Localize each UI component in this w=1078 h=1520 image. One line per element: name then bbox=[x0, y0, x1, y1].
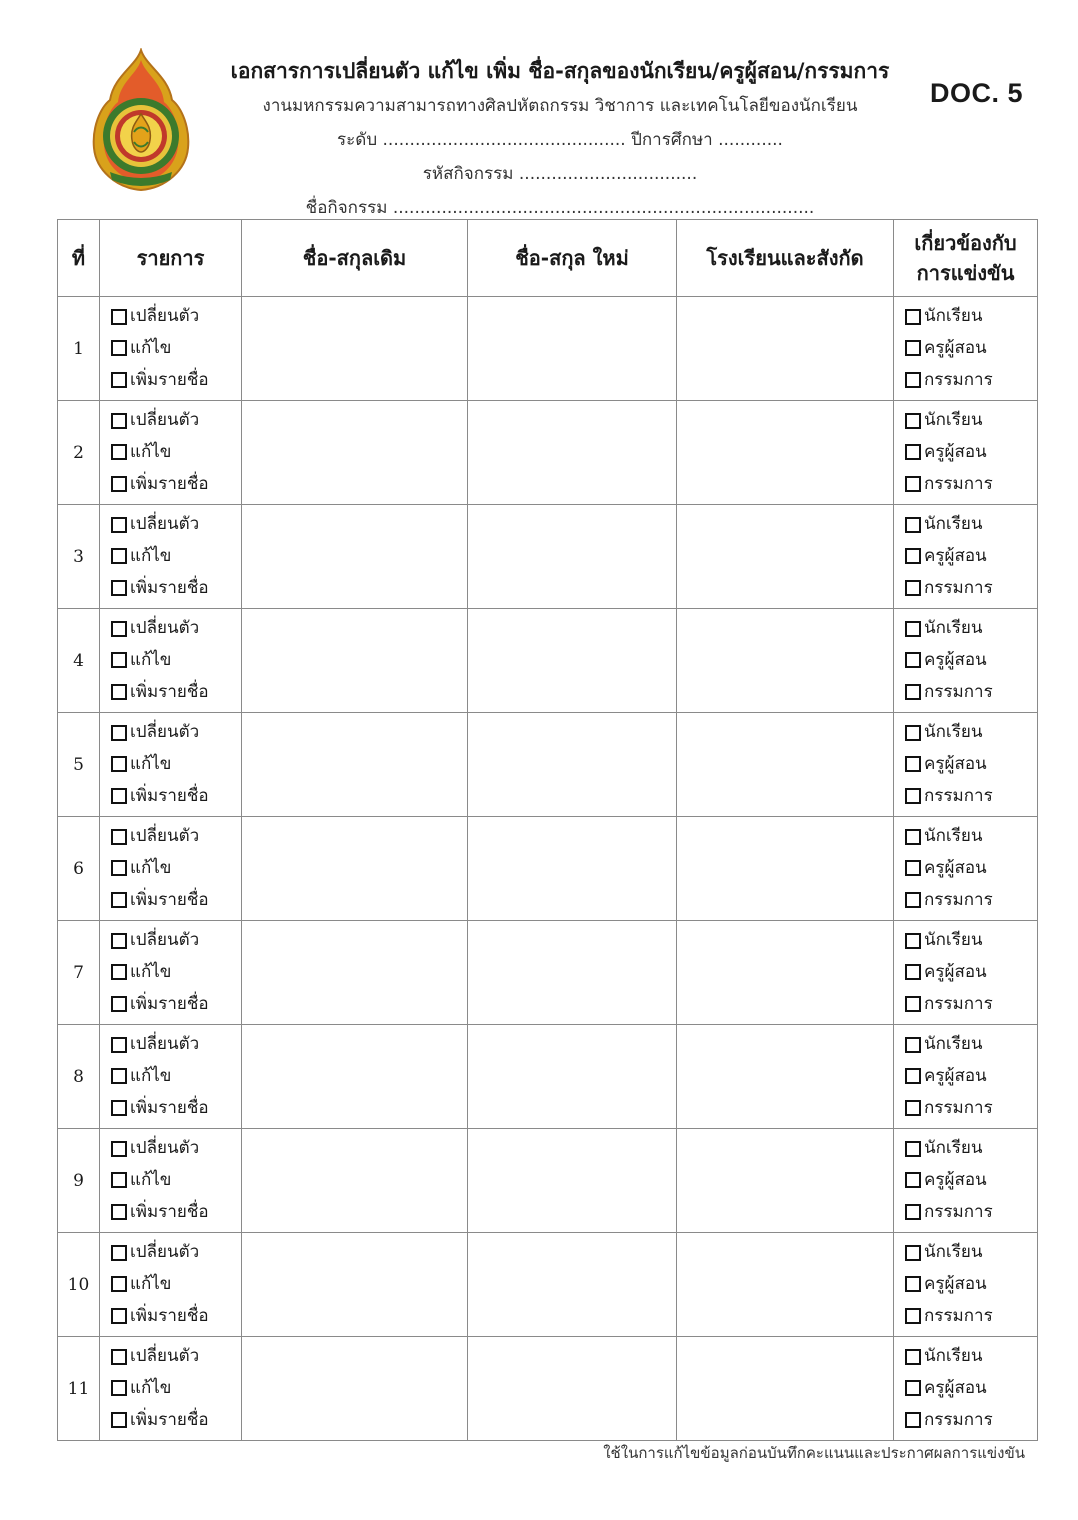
role-option-student[interactable] bbox=[905, 1244, 1037, 1261]
action-option-add-name[interactable] bbox=[111, 1097, 241, 1118]
role-option-student[interactable] bbox=[905, 412, 1037, 429]
role-options-cell bbox=[894, 817, 1038, 921]
role-option-committee[interactable] bbox=[905, 889, 1037, 910]
option-label: แก้ไข bbox=[130, 1065, 172, 1086]
document-code: DOC. 5 bbox=[930, 78, 1024, 108]
old-name-cell[interactable] bbox=[242, 1337, 468, 1441]
table-row bbox=[58, 401, 1038, 505]
role-option-teacher[interactable] bbox=[905, 857, 1037, 878]
checkbox-icon[interactable] bbox=[111, 756, 127, 772]
checkbox-icon[interactable] bbox=[111, 517, 127, 533]
new-name-cell[interactable] bbox=[468, 505, 677, 609]
action-option-change[interactable] bbox=[111, 412, 241, 429]
role-option-committee[interactable] bbox=[905, 473, 1037, 494]
role-option-committee[interactable] bbox=[905, 1409, 1037, 1430]
table-row bbox=[58, 1025, 1038, 1129]
table-row bbox=[58, 609, 1038, 713]
action-option-change[interactable] bbox=[111, 516, 241, 533]
action-option-add-name[interactable] bbox=[111, 577, 241, 598]
change-request-table bbox=[57, 219, 1038, 1441]
role-options-cell bbox=[894, 1233, 1038, 1337]
checkbox-icon[interactable] bbox=[111, 829, 127, 845]
action-options-cell bbox=[100, 713, 242, 817]
action-option-add-name[interactable] bbox=[111, 473, 241, 494]
option-label: เปลี่ยนตัว bbox=[130, 1034, 200, 1055]
new-name-cell[interactable] bbox=[468, 609, 677, 713]
row-number: 1 bbox=[58, 297, 100, 401]
checkbox-icon[interactable] bbox=[905, 621, 921, 637]
action-options-cell bbox=[100, 921, 242, 1025]
school-cell[interactable] bbox=[677, 1025, 894, 1129]
row-number: 11 bbox=[58, 1337, 100, 1441]
option-label: เพิ่มรายชื่อ bbox=[130, 577, 209, 598]
option-label: ครูผู้สอน bbox=[924, 1273, 987, 1294]
role-options-cell bbox=[894, 297, 1038, 401]
action-option-change[interactable] bbox=[111, 1244, 241, 1261]
role-option-student[interactable] bbox=[905, 724, 1037, 741]
option-label: ครูผู้สอน bbox=[924, 961, 987, 982]
option-label: นักเรียน bbox=[924, 514, 983, 535]
role-option-student[interactable] bbox=[905, 1348, 1037, 1365]
option-label: ครูผู้สอน bbox=[924, 337, 987, 358]
old-name-cell[interactable] bbox=[242, 1129, 468, 1233]
row-number: 9 bbox=[58, 1129, 100, 1233]
action-options-cell bbox=[100, 817, 242, 921]
checkbox-icon[interactable] bbox=[111, 1380, 127, 1396]
action-option-add-name[interactable] bbox=[111, 889, 241, 910]
checkbox-icon[interactable] bbox=[905, 1204, 921, 1220]
role-options-cell bbox=[894, 1025, 1038, 1129]
option-label: เพิ่มรายชื่อ bbox=[130, 369, 209, 390]
option-label: นักเรียน bbox=[924, 1034, 983, 1055]
checkbox-icon[interactable] bbox=[111, 933, 127, 949]
option-label: กรรมการ bbox=[924, 473, 993, 494]
checkbox-icon[interactable] bbox=[111, 1204, 127, 1220]
option-label: กรรมการ bbox=[924, 993, 993, 1014]
checkbox-icon[interactable] bbox=[905, 1037, 921, 1053]
option-label: กรรมการ bbox=[924, 577, 993, 598]
old-name-cell[interactable] bbox=[242, 401, 468, 505]
role-option-committee[interactable] bbox=[905, 1305, 1037, 1326]
header-competition-role: เกี่ยวข้องกับ การแข่งขัน bbox=[894, 220, 1038, 297]
option-label: เพิ่มรายชื่อ bbox=[130, 1409, 209, 1430]
role-option-teacher[interactable] bbox=[905, 441, 1037, 462]
checkbox-icon[interactable] bbox=[111, 964, 127, 980]
checkbox-icon[interactable] bbox=[111, 892, 127, 908]
role-option-teacher[interactable] bbox=[905, 1377, 1037, 1398]
checkbox-icon[interactable] bbox=[905, 1276, 921, 1292]
action-option-edit[interactable] bbox=[111, 1169, 241, 1190]
document-title: เอกสารการเปลี่ยนตัว แก้ไข เพิ่ม ชื่อ-สกุลของนักเรียน/ครูผู้สอน/กรรมการ bbox=[230, 59, 890, 83]
checkbox-icon[interactable] bbox=[111, 652, 127, 668]
option-label: กรรมการ bbox=[924, 681, 993, 702]
school-cell[interactable] bbox=[677, 713, 894, 817]
checkbox-icon[interactable] bbox=[905, 413, 921, 429]
action-option-edit[interactable] bbox=[111, 1065, 241, 1086]
option-label: เปลี่ยนตัว bbox=[130, 1138, 200, 1159]
school-cell[interactable] bbox=[677, 609, 894, 713]
role-option-committee[interactable] bbox=[905, 1201, 1037, 1222]
checkbox-icon[interactable] bbox=[905, 684, 921, 700]
row-number: 3 bbox=[58, 505, 100, 609]
old-name-cell[interactable] bbox=[242, 297, 468, 401]
action-option-edit[interactable] bbox=[111, 961, 241, 982]
action-options-cell bbox=[100, 1025, 242, 1129]
option-label: นักเรียน bbox=[924, 410, 983, 431]
checkbox-icon[interactable] bbox=[111, 413, 127, 429]
checkbox-icon[interactable] bbox=[111, 621, 127, 637]
role-option-teacher[interactable] bbox=[905, 649, 1037, 670]
option-label: แก้ไข bbox=[130, 441, 172, 462]
role-option-teacher[interactable] bbox=[905, 1169, 1037, 1190]
checkbox-icon[interactable] bbox=[905, 1380, 921, 1396]
option-label: นักเรียน bbox=[924, 1242, 983, 1263]
action-options-cell bbox=[100, 297, 242, 401]
new-name-cell[interactable] bbox=[468, 921, 677, 1025]
table-row bbox=[58, 297, 1038, 401]
checkbox-icon[interactable] bbox=[905, 548, 921, 564]
checkbox-icon[interactable] bbox=[111, 548, 127, 564]
school-cell[interactable] bbox=[677, 297, 894, 401]
checkbox-icon[interactable] bbox=[905, 444, 921, 460]
old-name-cell[interactable] bbox=[242, 921, 468, 1025]
role-option-student[interactable] bbox=[905, 620, 1037, 637]
option-label: ครูผู้สอน bbox=[924, 441, 987, 462]
table-row bbox=[58, 1337, 1038, 1441]
old-name-cell[interactable] bbox=[242, 505, 468, 609]
action-option-edit[interactable] bbox=[111, 1273, 241, 1294]
option-label: เปลี่ยนตัว bbox=[130, 1242, 200, 1263]
option-label: เปลี่ยนตัว bbox=[130, 306, 200, 327]
new-name-cell[interactable] bbox=[468, 713, 677, 817]
event-name: งานมหกรรมความสามารถทางศิลปหัตถกรรม วิชาการ และเทคโนโลยีของนักเรียน bbox=[262, 96, 858, 116]
row-number: 7 bbox=[58, 921, 100, 1025]
option-label: นักเรียน bbox=[924, 722, 983, 743]
role-option-committee[interactable] bbox=[905, 993, 1037, 1014]
role-option-teacher[interactable] bbox=[905, 545, 1037, 566]
option-label: ครูผู้สอน bbox=[924, 545, 987, 566]
role-options-cell bbox=[894, 609, 1038, 713]
checkbox-icon[interactable] bbox=[111, 1068, 127, 1084]
checkbox-icon[interactable] bbox=[111, 444, 127, 460]
checkbox-icon[interactable] bbox=[905, 1068, 921, 1084]
checkbox-icon[interactable] bbox=[905, 1349, 921, 1365]
role-option-teacher[interactable] bbox=[905, 961, 1037, 982]
checkbox-icon[interactable] bbox=[111, 1349, 127, 1365]
action-options-cell bbox=[100, 505, 242, 609]
action-option-add-name[interactable] bbox=[111, 1201, 241, 1222]
role-option-student[interactable] bbox=[905, 516, 1037, 533]
role-options-cell bbox=[894, 713, 1038, 817]
option-label: แก้ไข bbox=[130, 337, 172, 358]
checkbox-icon[interactable] bbox=[905, 340, 921, 356]
action-option-change[interactable] bbox=[111, 1140, 241, 1157]
option-label: เปลี่ยนตัว bbox=[130, 514, 200, 535]
option-label: แก้ไข bbox=[130, 649, 172, 670]
action-option-change[interactable] bbox=[111, 620, 241, 637]
option-label: กรรมการ bbox=[924, 1201, 993, 1222]
checkbox-icon[interactable] bbox=[905, 1172, 921, 1188]
action-option-edit[interactable] bbox=[111, 857, 241, 878]
option-label: เพิ่มรายชื่อ bbox=[130, 1305, 209, 1326]
action-option-add-name[interactable] bbox=[111, 993, 241, 1014]
checkbox-icon[interactable] bbox=[111, 372, 127, 388]
option-label: กรรมการ bbox=[924, 369, 993, 390]
option-label: นักเรียน bbox=[924, 1138, 983, 1159]
checkbox-icon[interactable] bbox=[111, 1276, 127, 1292]
checkbox-icon[interactable] bbox=[905, 933, 921, 949]
checkbox-icon[interactable] bbox=[905, 580, 921, 596]
action-option-add-name[interactable] bbox=[111, 681, 241, 702]
checkbox-icon[interactable] bbox=[905, 1412, 921, 1428]
new-name-cell[interactable] bbox=[468, 1337, 677, 1441]
checkbox-icon[interactable] bbox=[111, 1141, 127, 1157]
action-options-cell bbox=[100, 401, 242, 505]
checkbox-icon[interactable] bbox=[905, 1245, 921, 1261]
action-option-add-name[interactable] bbox=[111, 1409, 241, 1430]
option-label: ครูผู้สอน bbox=[924, 857, 987, 878]
school-cell[interactable] bbox=[677, 817, 894, 921]
checkbox-icon[interactable] bbox=[905, 725, 921, 741]
option-label: เพิ่มรายชื่อ bbox=[130, 1201, 209, 1222]
option-label: ครูผู้สอน bbox=[924, 649, 987, 670]
action-options-cell bbox=[100, 1129, 242, 1233]
action-option-change[interactable] bbox=[111, 1348, 241, 1365]
checkbox-icon[interactable] bbox=[111, 580, 127, 596]
table-row bbox=[58, 1233, 1038, 1337]
checkbox-icon[interactable] bbox=[111, 1037, 127, 1053]
option-label: เพิ่มรายชื่อ bbox=[130, 473, 209, 494]
action-option-edit[interactable] bbox=[111, 337, 241, 358]
checkbox-icon[interactable] bbox=[905, 1100, 921, 1116]
checkbox-icon[interactable] bbox=[905, 309, 921, 325]
new-name-cell[interactable] bbox=[468, 297, 677, 401]
header-school: โรงเรียนและสังกัด bbox=[677, 220, 894, 297]
checkbox-icon[interactable] bbox=[905, 476, 921, 492]
school-cell[interactable] bbox=[677, 1129, 894, 1233]
row-number: 10 bbox=[58, 1233, 100, 1337]
action-option-change[interactable] bbox=[111, 828, 241, 845]
option-label: เปลี่ยนตัว bbox=[130, 826, 200, 847]
role-option-student[interactable] bbox=[905, 308, 1037, 325]
checkbox-icon[interactable] bbox=[111, 860, 127, 876]
checkbox-icon[interactable] bbox=[905, 1141, 921, 1157]
option-label: แก้ไข bbox=[130, 1169, 172, 1190]
checkbox-icon[interactable] bbox=[905, 756, 921, 772]
level-academic-year-line: ระดับ ............................................. ปีการศึกษา ............ bbox=[337, 130, 783, 150]
option-label: เปลี่ยนตัว bbox=[130, 930, 200, 951]
action-option-change[interactable] bbox=[111, 932, 241, 949]
role-options-cell bbox=[894, 1337, 1038, 1441]
row-number: 4 bbox=[58, 609, 100, 713]
option-label: เพิ่มรายชื่อ bbox=[130, 681, 209, 702]
new-name-cell[interactable] bbox=[468, 817, 677, 921]
school-cell[interactable] bbox=[677, 1337, 894, 1441]
old-name-cell[interactable] bbox=[242, 817, 468, 921]
role-options-cell bbox=[894, 401, 1038, 505]
option-label: นักเรียน bbox=[924, 930, 983, 951]
role-option-teacher[interactable] bbox=[905, 753, 1037, 774]
checkbox-icon[interactable] bbox=[111, 684, 127, 700]
checkbox-icon[interactable] bbox=[905, 892, 921, 908]
table-row bbox=[58, 817, 1038, 921]
role-option-teacher[interactable] bbox=[905, 337, 1037, 358]
action-options-cell bbox=[100, 1337, 242, 1441]
option-label: เปลี่ยนตัว bbox=[130, 1346, 200, 1367]
option-label: กรรมการ bbox=[924, 1409, 993, 1430]
role-option-committee[interactable] bbox=[905, 785, 1037, 806]
row-number: 8 bbox=[58, 1025, 100, 1129]
option-label: กรรมการ bbox=[924, 1097, 993, 1118]
option-label: นักเรียน bbox=[924, 618, 983, 639]
new-name-cell[interactable] bbox=[468, 401, 677, 505]
action-option-change[interactable] bbox=[111, 724, 241, 741]
action-option-edit[interactable] bbox=[111, 649, 241, 670]
role-option-teacher[interactable] bbox=[905, 1273, 1037, 1294]
activity-name-line: ชื่อกิจกรรม .............................................................................. bbox=[305, 198, 815, 218]
option-label: นักเรียน bbox=[924, 306, 983, 327]
option-label: เพิ่มรายชื่อ bbox=[130, 993, 209, 1014]
option-label: เพิ่มรายชื่อ bbox=[130, 889, 209, 910]
role-option-committee[interactable] bbox=[905, 1097, 1037, 1118]
school-cell[interactable] bbox=[677, 401, 894, 505]
old-name-cell[interactable] bbox=[242, 609, 468, 713]
checkbox-icon[interactable] bbox=[905, 996, 921, 1012]
checkbox-icon[interactable] bbox=[905, 652, 921, 668]
action-option-edit[interactable] bbox=[111, 1377, 241, 1398]
option-label: เปลี่ยนตัว bbox=[130, 410, 200, 431]
action-option-edit[interactable] bbox=[111, 753, 241, 774]
role-option-student[interactable] bbox=[905, 932, 1037, 949]
activity-code-line: รหัสกิจกรรม ................................. bbox=[422, 164, 698, 184]
checkbox-icon[interactable] bbox=[111, 476, 127, 492]
option-label: ครูผู้สอน bbox=[924, 1377, 987, 1398]
role-option-committee[interactable] bbox=[905, 681, 1037, 702]
checkbox-icon[interactable] bbox=[111, 1100, 127, 1116]
old-name-cell[interactable] bbox=[242, 713, 468, 817]
header-action: รายการ bbox=[100, 220, 242, 297]
role-option-committee[interactable] bbox=[905, 369, 1037, 390]
checkbox-icon[interactable] bbox=[111, 1172, 127, 1188]
table-body bbox=[58, 297, 1038, 1441]
action-option-edit[interactable] bbox=[111, 441, 241, 462]
option-label: แก้ไข bbox=[130, 961, 172, 982]
ministry-emblem-logo bbox=[88, 48, 194, 194]
new-name-cell[interactable] bbox=[468, 1025, 677, 1129]
old-name-cell[interactable] bbox=[242, 1025, 468, 1129]
checkbox-icon[interactable] bbox=[905, 517, 921, 533]
school-cell[interactable] bbox=[677, 505, 894, 609]
table-header-row bbox=[58, 220, 1038, 297]
role-options-cell bbox=[894, 921, 1038, 1025]
table-row bbox=[58, 1129, 1038, 1233]
option-label: แก้ไข bbox=[130, 857, 172, 878]
row-number: 5 bbox=[58, 713, 100, 817]
action-options-cell bbox=[100, 1233, 242, 1337]
option-label: แก้ไข bbox=[130, 1273, 172, 1294]
option-label: ครูผู้สอน bbox=[924, 1169, 987, 1190]
option-label: ครูผู้สอน bbox=[924, 753, 987, 774]
old-name-cell[interactable] bbox=[242, 1233, 468, 1337]
table-row bbox=[58, 921, 1038, 1025]
action-option-add-name[interactable] bbox=[111, 1305, 241, 1326]
action-option-edit[interactable] bbox=[111, 545, 241, 566]
checkbox-icon[interactable] bbox=[905, 829, 921, 845]
action-option-change[interactable] bbox=[111, 308, 241, 325]
checkbox-icon[interactable] bbox=[111, 725, 127, 741]
table-row bbox=[58, 713, 1038, 817]
checkbox-icon[interactable] bbox=[111, 1245, 127, 1261]
role-option-student[interactable] bbox=[905, 1140, 1037, 1157]
option-label: แก้ไข bbox=[130, 1377, 172, 1398]
role-option-teacher[interactable] bbox=[905, 1065, 1037, 1086]
checkbox-icon[interactable] bbox=[905, 860, 921, 876]
footer-note: ใช้ในการแก้ไขข้อมูลก่อนบันทึกคะแนนและประกาศผลการแข่งขัน bbox=[603, 1444, 1025, 1462]
row-number: 6 bbox=[58, 817, 100, 921]
option-label: แก้ไข bbox=[130, 545, 172, 566]
action-option-add-name[interactable] bbox=[111, 369, 241, 390]
school-cell[interactable] bbox=[677, 1233, 894, 1337]
checkbox-icon[interactable] bbox=[905, 1308, 921, 1324]
role-options-cell bbox=[894, 505, 1038, 609]
role-option-committee[interactable] bbox=[905, 577, 1037, 598]
checkbox-icon[interactable] bbox=[905, 788, 921, 804]
header-number: ที่ bbox=[58, 220, 100, 297]
checkbox-icon[interactable] bbox=[111, 340, 127, 356]
option-label: กรรมการ bbox=[924, 785, 993, 806]
header-new-name: ชื่อ-สกุล ใหม่ bbox=[468, 220, 677, 297]
checkbox-icon[interactable] bbox=[111, 1308, 127, 1324]
option-label: เพิ่มรายชื่อ bbox=[130, 1097, 209, 1118]
option-label: เปลี่ยนตัว bbox=[130, 618, 200, 639]
row-number: 2 bbox=[58, 401, 100, 505]
checkbox-icon[interactable] bbox=[111, 309, 127, 325]
new-name-cell[interactable] bbox=[468, 1129, 677, 1233]
action-option-add-name[interactable] bbox=[111, 785, 241, 806]
option-label: กรรมการ bbox=[924, 889, 993, 910]
option-label: เพิ่มรายชื่อ bbox=[130, 785, 209, 806]
action-options-cell bbox=[100, 609, 242, 713]
header-old-name: ชื่อ-สกุลเดิม bbox=[242, 220, 468, 297]
checkbox-icon[interactable] bbox=[111, 1412, 127, 1428]
role-option-student[interactable] bbox=[905, 1036, 1037, 1053]
option-label: แก้ไข bbox=[130, 753, 172, 774]
option-label: เปลี่ยนตัว bbox=[130, 722, 200, 743]
school-cell[interactable] bbox=[677, 921, 894, 1025]
checkbox-icon[interactable] bbox=[905, 964, 921, 980]
role-options-cell bbox=[894, 1129, 1038, 1233]
role-option-student[interactable] bbox=[905, 828, 1037, 845]
checkbox-icon[interactable] bbox=[111, 788, 127, 804]
option-label: ครูผู้สอน bbox=[924, 1065, 987, 1086]
table-row bbox=[58, 505, 1038, 609]
option-label: กรรมการ bbox=[924, 1305, 993, 1326]
option-label: นักเรียน bbox=[924, 826, 983, 847]
option-label: นักเรียน bbox=[924, 1346, 983, 1367]
new-name-cell[interactable] bbox=[468, 1233, 677, 1337]
action-option-change[interactable] bbox=[111, 1036, 241, 1053]
checkbox-icon[interactable] bbox=[111, 996, 127, 1012]
checkbox-icon[interactable] bbox=[905, 372, 921, 388]
